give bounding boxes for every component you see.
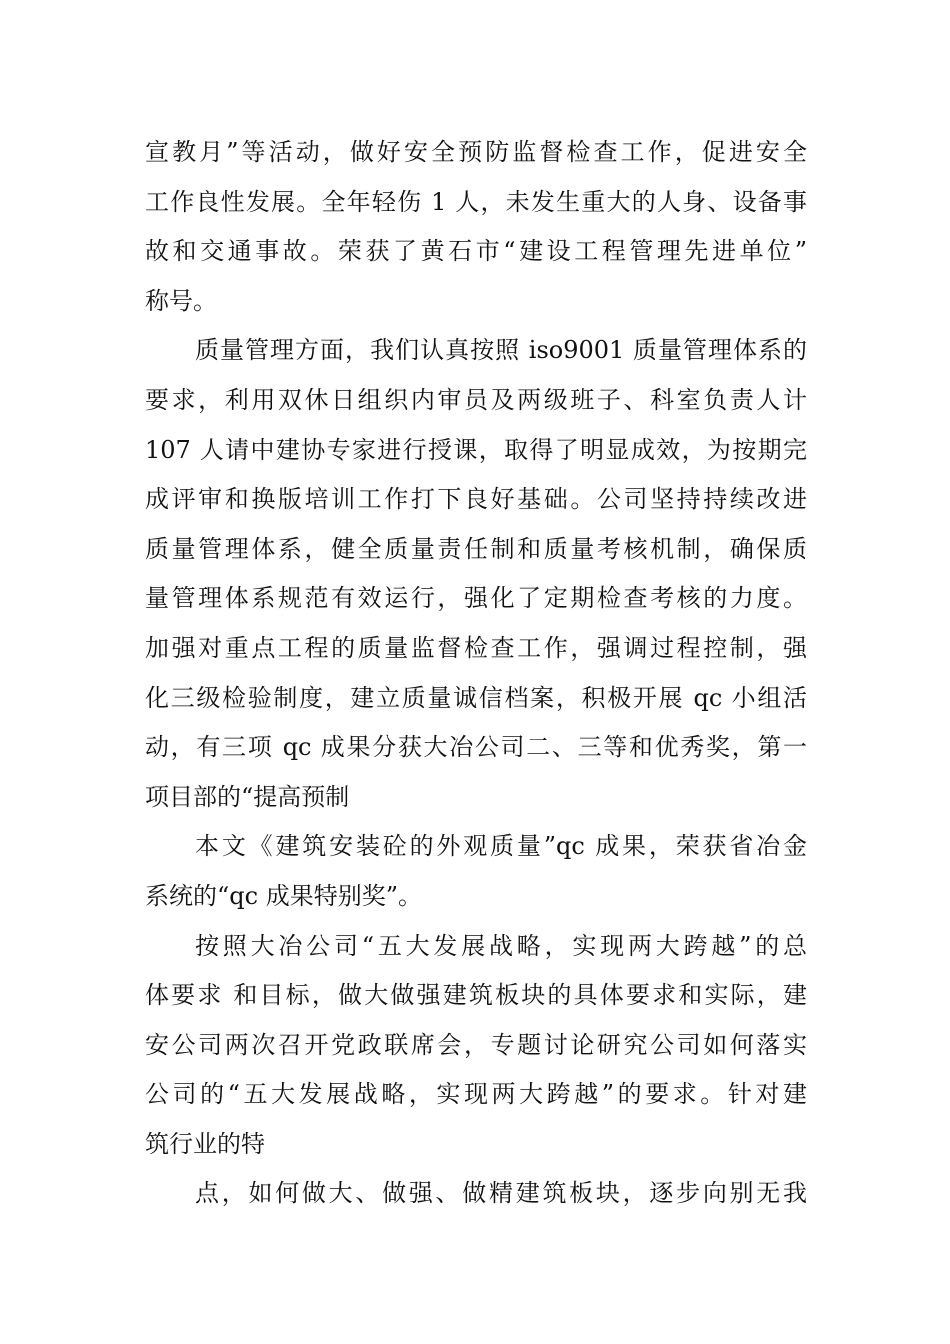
text-line: 宣教月”等活动，做好安全预防监督检查工作，促进安全: [145, 138, 807, 166]
text-line: 系统的“qc 成果特别奖”。: [145, 881, 422, 910]
text-line: 工作良性发展。全年轻伤 1 人，未发生重大的人身、设备事: [145, 187, 807, 216]
text-line: 项目部的“提高预制: [145, 782, 350, 811]
text-line: 本文《建筑安装砼的外观质量”qc 成果，荣获省冶金: [195, 832, 807, 861]
text-line: 质量管理方面，我们认真按照 iso9001 质量管理体系的: [195, 336, 807, 365]
text-line: 公司的“五大发展战略，实现两大跨越”的要求。针对建: [145, 1080, 807, 1109]
text-line: 要求，利用双休日组织内审员及两级班子、科室负责人计: [145, 385, 807, 414]
text-line: 点，如何做大、做强、做精建筑板块，逐步向别无我: [195, 1179, 807, 1208]
text-line: 107 人请中建协专家进行授课，取得了明显成效，为按期完: [145, 435, 807, 464]
text-line: 动，有三项 qc 成果分获大冶公司二、三等和优秀奖，第一: [145, 733, 807, 762]
text-line: 体要求 和目标，做大做强建筑板块的具体要求和实际，建: [145, 981, 807, 1010]
text-line: 安公司两次召开党政联席会，专题讨论研究公司如何落实: [145, 1030, 807, 1059]
text-line: 故和交通事故。荣获了黄石市“建设工程管理先进单位”: [145, 237, 807, 266]
text-line: 加强对重点工程的质量监督检查工作，强调过程控制，强: [145, 633, 807, 662]
document-body: [145, 128, 807, 1219]
text-line: 筑行业的特: [145, 1129, 265, 1158]
text-line: 化三级检验制度，建立质量诚信档案，积极开展 qc 小组活: [145, 683, 807, 712]
text-line: 成评审和换版培训工作打下良好基础。公司坚持持续改进: [145, 485, 807, 514]
text-line: 称号。: [145, 286, 217, 315]
text-line: 质量管理体系，健全质量责任制和质量考核机制，确保质: [145, 534, 807, 563]
text-line: 量管理体系规范有效运行，强化了定期检查考核的力度。: [145, 584, 807, 613]
text-line: 按照大冶公司“五大发展战略，实现两大跨越”的总: [195, 931, 807, 960]
